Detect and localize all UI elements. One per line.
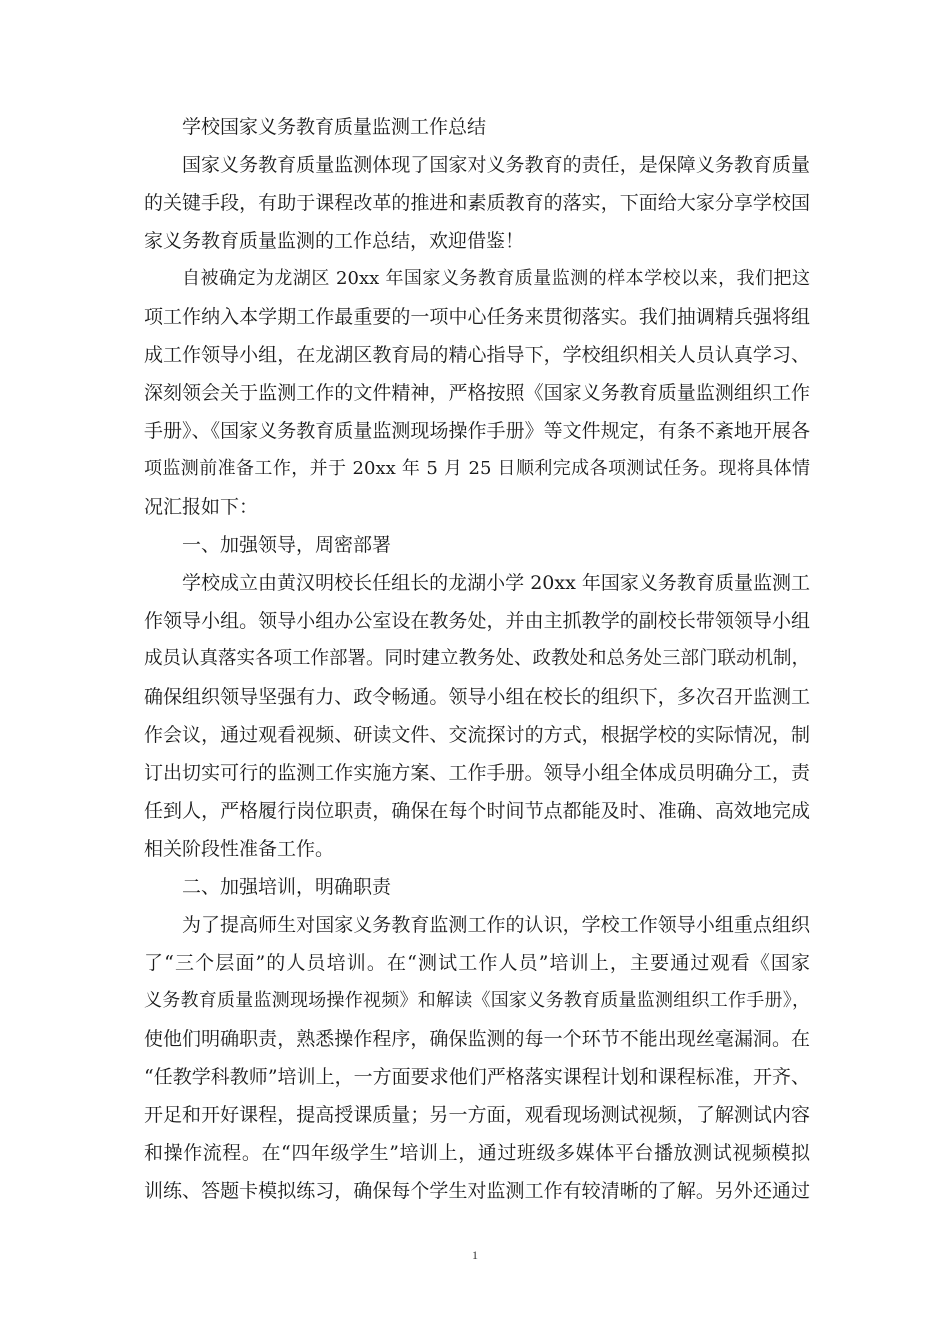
text-line: 学校成立由黄汉明校长任组长的龙湖小学 20xx 年国家义务教育质量监测工 (182, 572, 810, 594)
page-number: 1 (472, 1248, 478, 1262)
text-line: 况汇报如下： (144, 496, 259, 518)
text-line: “任教学科教师”培训上，一方面要求他们严格落实课程计划和课程标准，开齐、 (144, 1066, 810, 1088)
text-line: 国家义务教育质量监测体现了国家对义务教育的责任，是保障义务教育质量 (182, 154, 810, 176)
paragraph-3 (144, 906, 810, 1210)
text-line: 为了提高师生对国家义务教育监测工作的认识，学校工作领导小组重点组织 (182, 914, 810, 936)
text-line: 开足和开好课程，提高授课质量；另一方面，观看现场测试视频，了解测试内容 (144, 1104, 810, 1126)
text-line: 订出切实可行的监测工作实施方案、工作手册。领导小组全体成员明确分工，责 (144, 762, 810, 784)
text-line: 使他们明确职责，熟悉操作程序，确保监测的每一个环节不能出现丝毫漏洞。在 (144, 1028, 810, 1050)
text-line: 和操作流程。在“四年级学生”培训上，通过班级多媒体平台播放测试视频模拟 (144, 1142, 810, 1164)
intro-paragraph (144, 146, 810, 260)
text-line: 项监测前准备工作，并于 20xx 年 5 月 25 日顺利完成各项测试任务。现将具体情 (144, 458, 810, 479)
paragraph-1 (144, 260, 810, 526)
text-line: 项工作纳入本学期工作最重要的一项中心任务来贯彻落实。我们抽调精兵强将组 (144, 306, 810, 328)
text-line: 任到人，严格履行岗位职责，确保在每个时间节点都能及时、准确、高效地完成 (144, 800, 810, 822)
document-title: 学校国家义务教育质量监测工作总结 (182, 116, 487, 138)
text-line: 成工作领导小组，在龙湖区教育局的精心指导下，学校组织相关人员认真学习、 (144, 344, 810, 366)
section-heading-2: 二、加强培训，明确职责 (182, 876, 392, 898)
section-heading-1: 一、加强领导，周密部署 (182, 534, 392, 556)
text-line: 成员认真落实各项工作部署。同时建立教务处、政教处和总务处三部门联动机制， (144, 648, 810, 669)
text-line: 确保组织领导坚强有力、政令畅通。领导小组在校长的组织下，多次召开监测工 (144, 686, 810, 708)
text-line: 深刻领会关于监测工作的文件精神，严格按照《国家义务教育质量监测组织工作 (144, 382, 810, 404)
text-line: 义务教育质量监测现场操作视频》和解读《国家义务教育质量监测组织工作手册》， (144, 990, 810, 1011)
text-line: 相关阶段性准备工作。 (144, 838, 335, 860)
text-line: 作领导小组。领导小组办公室设在教务处，并由主抓教学的副校长带领领导小组 (144, 610, 810, 632)
text-line: 手册》、《国家义务教育质量监测现场操作手册》等文件规定，有条不紊地开展各 (144, 420, 810, 442)
text-line: 家义务教育质量监测的工作总结，欢迎借鉴！ (144, 230, 525, 252)
paragraph-2 (144, 564, 810, 868)
text-line: 自被确定为龙湖区 20xx 年国家义务教育质量监测的样本学校以来，我们把这 (182, 268, 810, 289)
text-line: 训练、答题卡模拟练习，确保每个学生对监测工作有较清晰的了解。另外还通过 (144, 1180, 810, 1202)
text-line: 作会议，通过观看视频、研读文件、交流探讨的方式，根据学校的实际情况，制 (144, 724, 810, 746)
text-line: 的关键手段，有助于课程改革的推进和素质教育的落实，下面给大家分享学校国 (144, 192, 810, 214)
text-line: 了“三个层面”的人员培训。在“测试工作人员”培训上，主要通过观看《国家 (144, 952, 810, 974)
document-page (144, 108, 810, 1210)
